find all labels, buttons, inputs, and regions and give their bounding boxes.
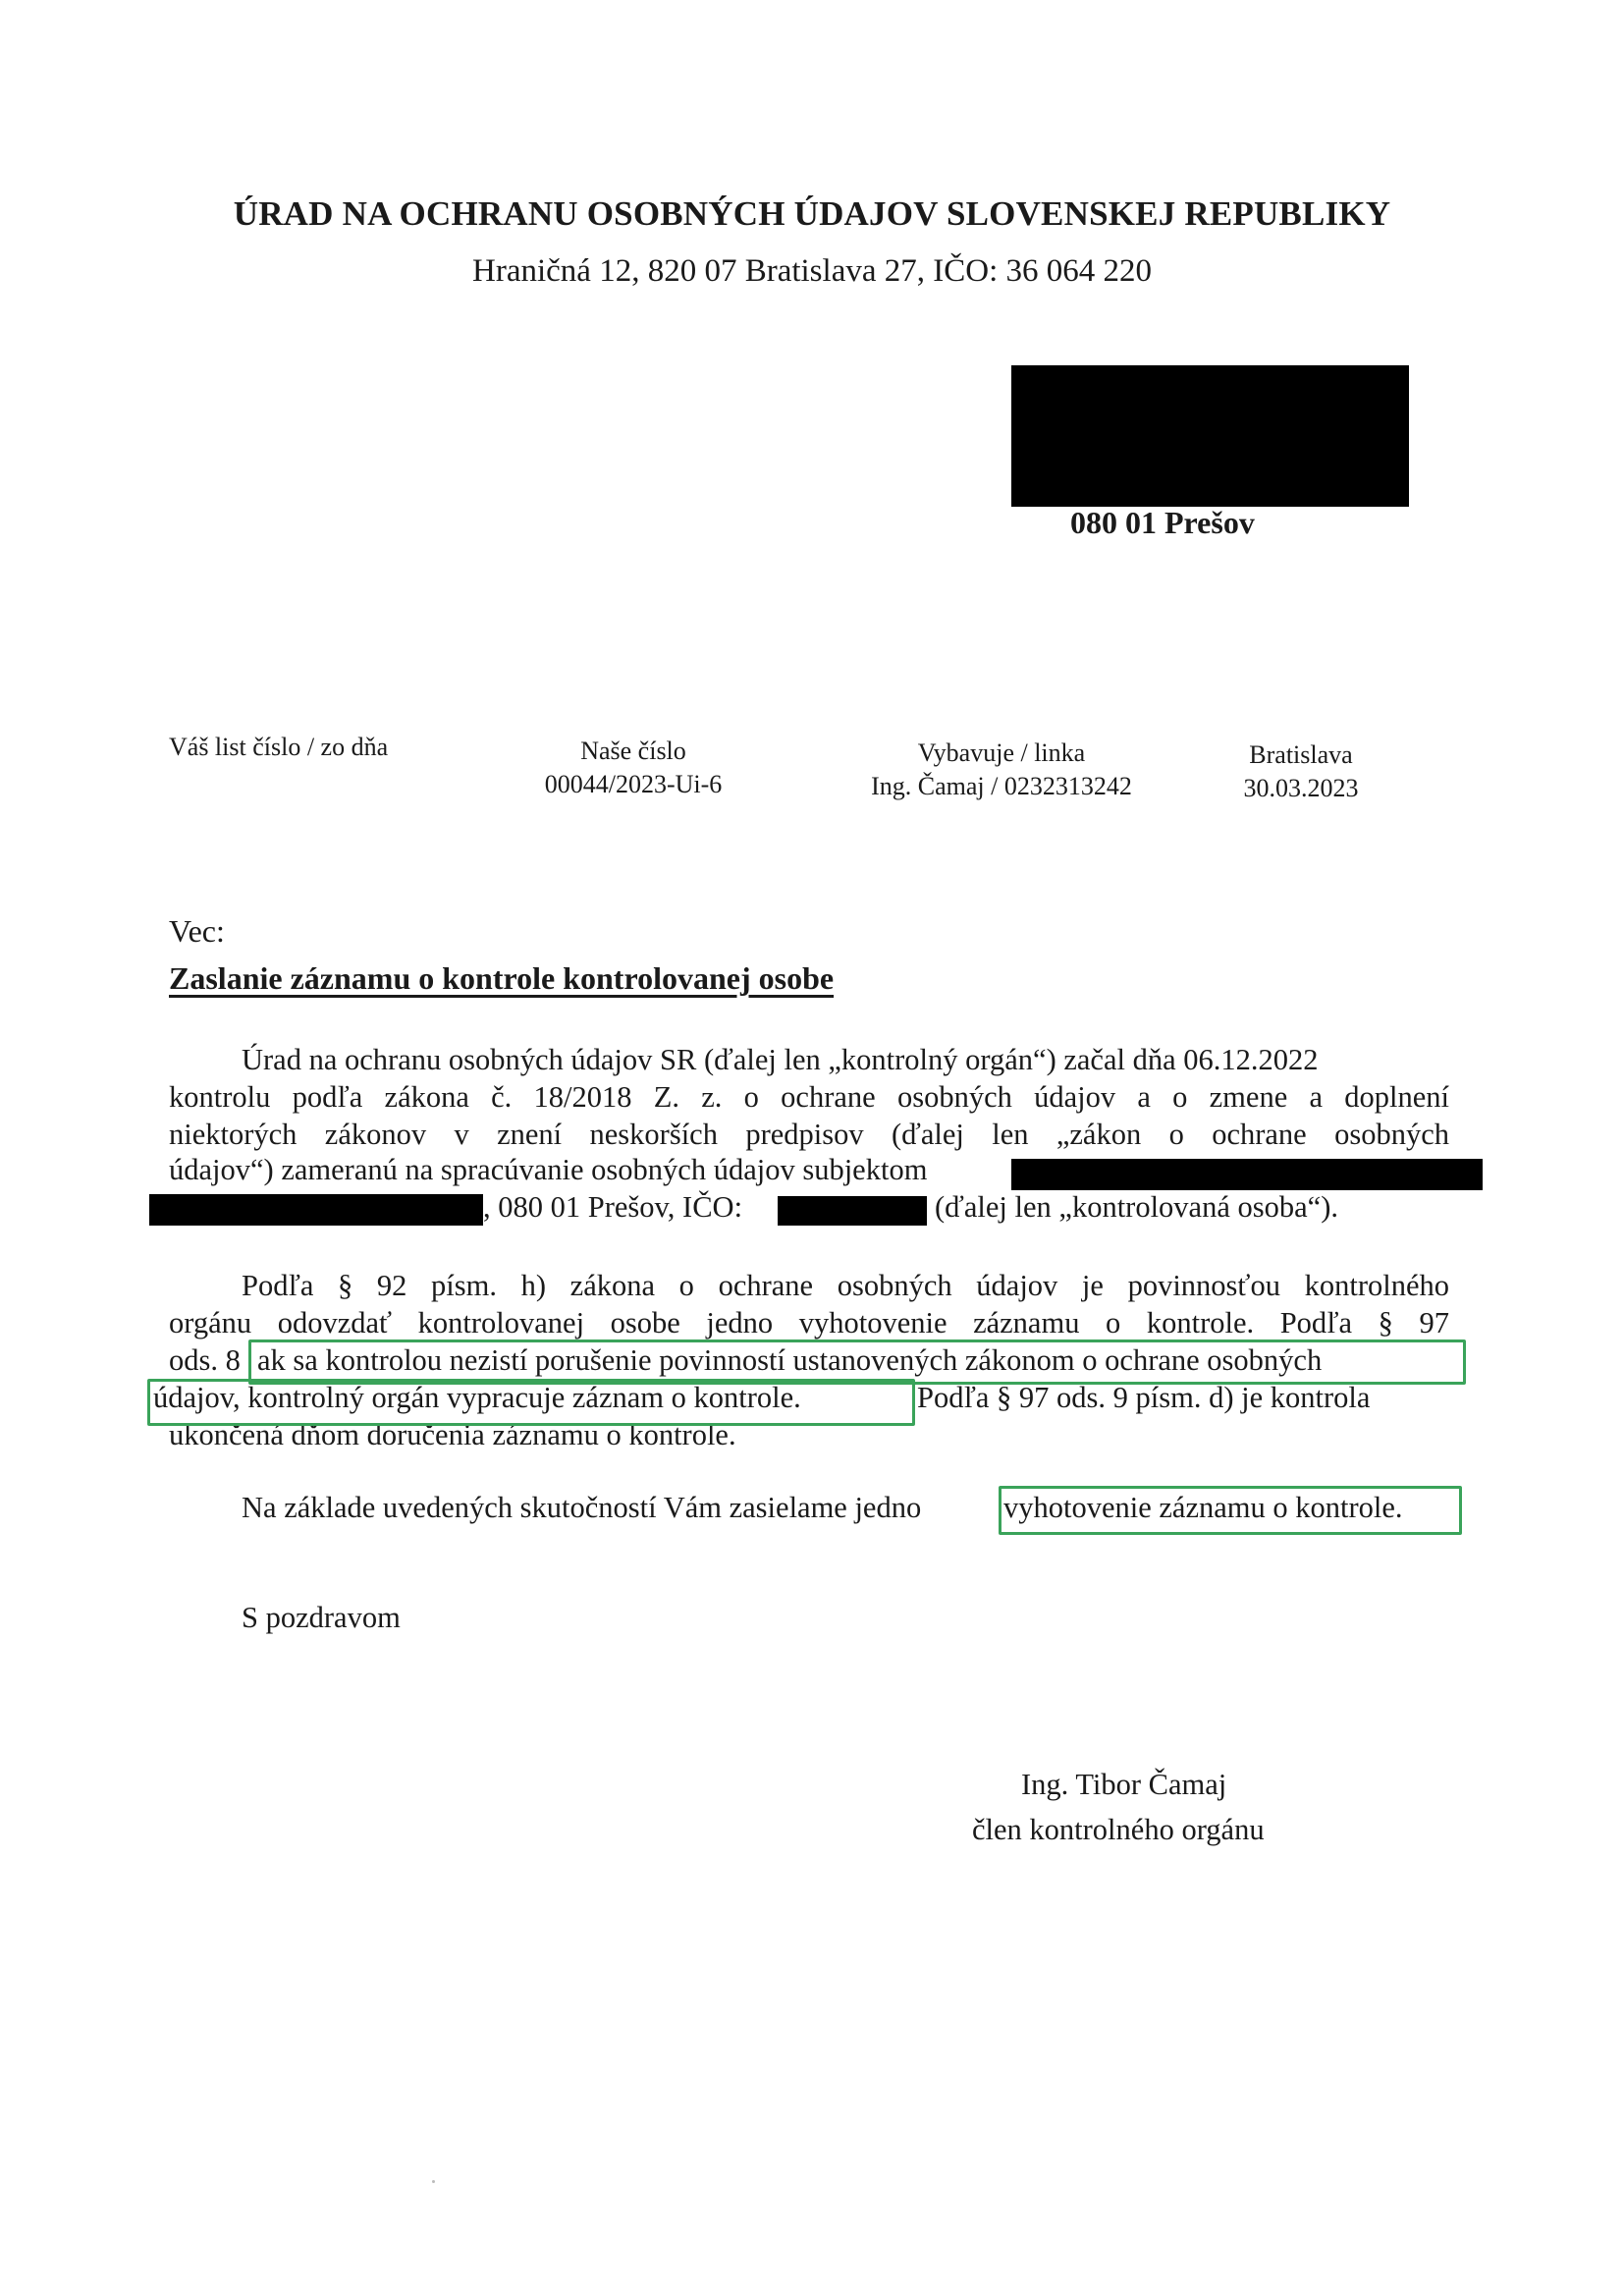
ref-handled-by-value: Ing. Čamaj / 0232313242 [871,772,1132,800]
p1-line-1: Úrad na ochranu osobných údajov SR (ďalej len „kontrolný orgán“) začal dňa 06.12.2022 [242,1043,1319,1076]
p2-line-2: orgánu odovzdať kontrolovanej osobe jedno vyhotovenie záznamu o kontrole. Podľa § 97 [169,1306,1449,1339]
ref-handled-by [844,737,1159,803]
ref-place: Bratislava [1249,740,1353,769]
ref-handled-by-label: Vybavuje / linka [917,738,1086,767]
subject-text: Zaslanie záznamu o kontrole kontrolovanej osobe [169,960,835,996]
p1-line-4: údajov“) zameranú na spracúvanie osobných údajov subjektom [169,1153,928,1186]
p1-line-5-address: , 080 01 Prešov, IČO: [483,1190,743,1224]
letterhead-title: ÚRAD NA OCHRANU OSOBNÝCH ÚDAJOV SLOVENSKEJ REPUBLIKY [233,194,1391,233]
ico-redaction [778,1196,927,1226]
p2-line-3-start: ods. 8 [169,1343,241,1377]
p2-line-4-rest: Podľa § 97 ods. 9 písm. d) je kontrola [917,1381,1371,1414]
p2-line-1: Podľa § 92 písm. h) zákona o ochrane osobných údajov je povinnosťou kontrolného [242,1269,1449,1302]
ref-our-number [530,735,736,801]
recipient-redaction [1011,365,1409,507]
ref-our-number-value: 00044/2023-Ui-6 [544,770,723,798]
subject-entity-redaction [1011,1159,1483,1190]
p2-line-4-highlighted: údajov, kontrolný orgán vypracuje záznam o kontrole. [153,1381,801,1414]
ref-your-letter [169,731,388,764]
letterhead-address: Hraničná 12, 820 07 Bratislava 27, IČO: 36 064 220 [472,253,1152,289]
p3-text: Na základe uvedených skutočností Vám zasielame jedno [242,1491,922,1524]
ref-your-letter-label: Váš list číslo / zo dňa [169,733,389,761]
ref-date: 30.03.2023 [1243,774,1359,802]
ref-place-date [1218,738,1384,805]
subject-label: Vec: [169,913,225,949]
p3-highlighted: vyhotovenie záznamu o kontrole. [1003,1491,1403,1524]
p1-line-5-end: (ďalej len „kontrolovaná osoba“). [935,1190,1338,1224]
signer-name: Ing. Tibor Čamaj [1021,1768,1227,1801]
signer-role: člen kontrolného orgánu [972,1813,1265,1846]
p2-line-5: ukončená dňom doručenia záznamu o kontrole. [169,1418,736,1451]
p1-line-2: kontrolu podľa zákona č. 18/2018 Z. z. o ochrane osobných údajov a o zmene a doplnení [169,1080,1449,1114]
ref-our-number-label: Naše číslo [580,737,686,765]
recipient-city: 080 01 Prešov [1070,505,1255,540]
closing-greeting: S pozdravom [242,1601,401,1634]
p2-line-3-highlighted: ak sa kontrolou nezistí porušenie povinností ustanovených zákonom o ochrane osobných [257,1343,1323,1377]
entity-name-redaction [149,1194,483,1226]
scan-artifact [432,2180,435,2183]
p1-line-3: niektorých zákonov v znení neskorších predpisov (ďalej len „zákon o ochrane osobných [169,1118,1449,1151]
